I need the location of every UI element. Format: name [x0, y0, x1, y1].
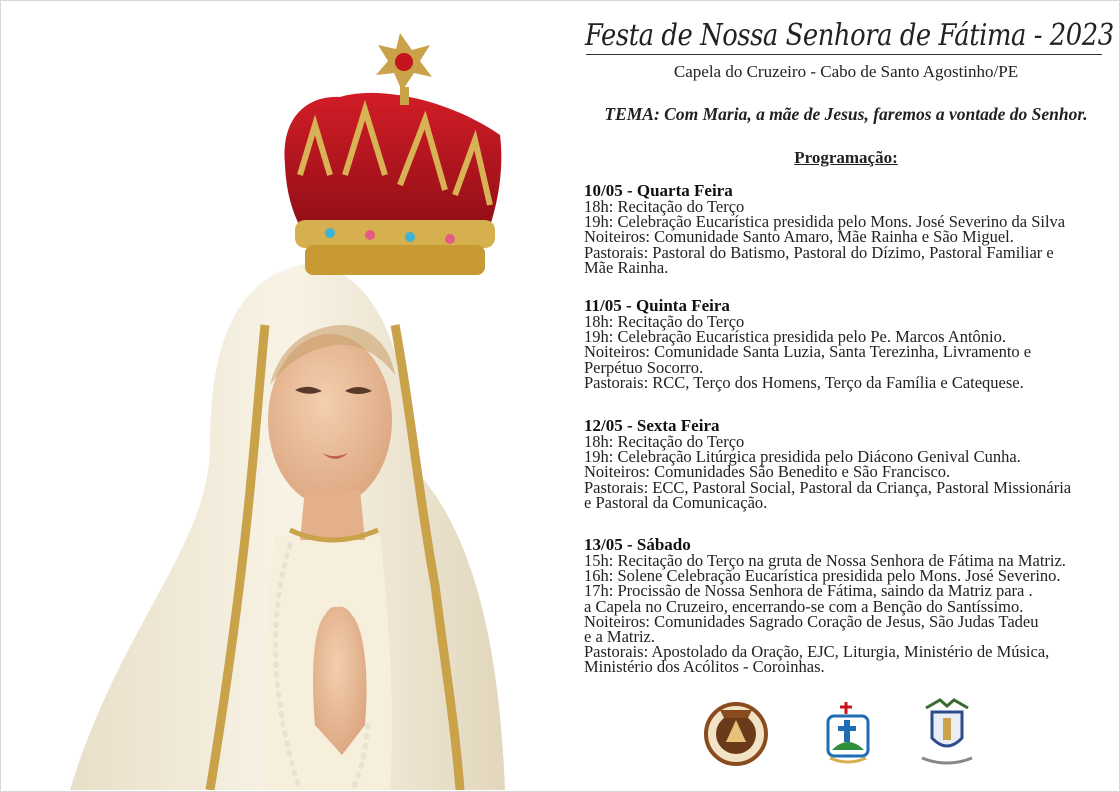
day-block-4: [584, 536, 1114, 675]
parish-logos: [700, 698, 990, 770]
day-heading: 10/05 - Quarta Feira: [584, 181, 733, 200]
day-line: 19h: Celebração Litúrgica presidida pelo Diácono Genival Cunha.: [584, 447, 1021, 467]
event-theme: TEMA: Com Maria, a mãe de Jesus, faremos a vontade do Senhor.: [604, 104, 1088, 124]
day-line: Noiteiros: Comunidade Santo Amaro, Mãe Rainha e São Miguel.: [584, 227, 1014, 247]
day-line: 18h: Recitação do Terço: [584, 197, 745, 216]
day-heading: 11/05 - Quinta Feira: [584, 296, 730, 315]
diocese-coat-of-arms-icon: [922, 700, 972, 763]
event-title: Festa de Nossa Senhora de Fátima - 2023: [585, 18, 1114, 53]
day-line: Pastorais: ECC, Pastoral Social, Pastoral da Criança, Pastoral Missionária e Pastoral da Comunicação.: [584, 477, 1072, 512]
chapel-emblem-icon: [828, 702, 868, 762]
day-line: 16h: Solene Celebração Eucarística presidida pelo Mons. José Severino.: [584, 566, 1061, 586]
day-line: Pastorais: Apostolado da Oração, EJC, Liturgia, Ministério de Música, Ministério dos Acólitos - Coroinhas.: [584, 642, 1050, 677]
neck: [300, 490, 365, 540]
day-line: 19h: Celebração Eucarística presidida pelo Pe. Marcos Antônio.: [584, 327, 1006, 347]
day-line: Noiteiros: Comunidade Santa Luzia, Santa Terezinha, Livramento e Perpétuo Socorro.: [584, 342, 1032, 377]
community-seal-icon: [706, 704, 766, 764]
day-block-3: [584, 417, 1114, 510]
day-line: 17h: Procissão de Nossa Senhora de Fátima, saindo da Matriz para . a Capela no Cruzeiro, encerrando-se com a Benção do Santíssimo.: [584, 581, 1033, 616]
day-line: 18h: Recitação do Terço: [584, 432, 745, 451]
program-heading: Programação:: [794, 148, 898, 167]
day-line: Noiteiros: Comunidades São Benedito e São Francisco.: [584, 462, 951, 482]
day-block-1: [584, 182, 1114, 275]
our-lady-of-fatima-statue: [60, 25, 520, 790]
day-block-2: [584, 297, 1114, 390]
day-line: Pastorais: RCC, Terço dos Homens, Terço da Família e Catequese.: [584, 372, 1024, 392]
crown-icon: [284, 33, 501, 275]
day-line: Noiteiros: Comunidades Sagrado Coração de Jesus, São Judas Tadeu e a Matriz.: [584, 611, 1039, 647]
title-underline: [586, 54, 1102, 55]
day-line: 15h: Recitação do Terço na gruta de Nossa Senhora de Fátima na Matriz.: [584, 551, 1066, 570]
day-line: 18h: Recitação do Terço: [584, 312, 745, 331]
day-line: Pastorais: Pastoral do Batismo, Pastoral do Dízimo, Pastoral Familiar e Mãe Rainha.: [584, 242, 1054, 277]
event-location: Capela do Cruzeiro - Cabo de Santo Agostinho/PE: [673, 62, 1019, 81]
day-heading: 12/05 - Sexta Feira: [584, 416, 720, 435]
day-line: 19h: Celebração Eucarística presidida pelo Mons. José Severino da Silva: [584, 212, 1066, 232]
day-heading: 13/05 - Sábado: [584, 535, 691, 554]
